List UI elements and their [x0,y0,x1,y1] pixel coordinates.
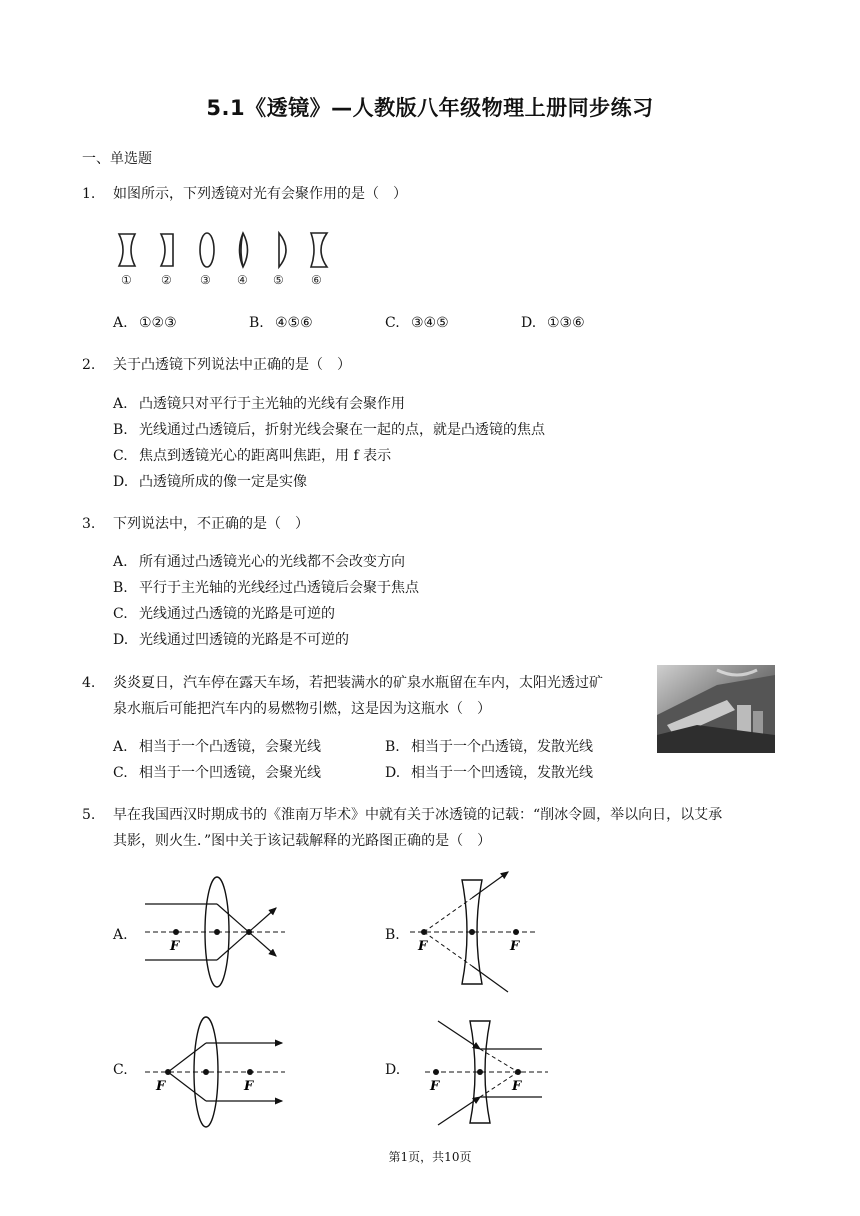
ray-diagram-b [410,870,540,995]
lens-label-2: ② [161,273,172,287]
lens-label-3: ③ [200,273,211,287]
question-3-number: 3. [82,516,96,532]
svg-text:F: F [510,939,520,954]
q4-option-a[interactable]: A. 相当于一个凸透镜，会聚光线 [113,739,321,755]
q1-option-b[interactable]: B. ④⑤⑥ [249,315,313,331]
question-4-text-line1: 炎炎夏日，汽车停在露天车场，若把装满水的矿泉水瓶留在车内，太阳光透过矿 [113,675,603,691]
q2-option-d[interactable]: D. 凸透镜所成的像一定是实像 [113,474,307,490]
ray-diagram-d [420,1015,550,1135]
q5-option-c[interactable]: C. [113,1062,128,1078]
q5-option-b[interactable]: B. [385,927,400,943]
focus-label: F [170,939,180,954]
question-1-text: 如图所示，下列透镜对光有会聚作用的是（ ） [113,186,407,202]
q3-option-d[interactable]: D. 光线通过凹透镜的光路是不可逆的 [113,632,349,648]
question-5-number: 5. [82,807,96,823]
lens-label-5: ⑤ [273,273,284,287]
ray-diagram-c [140,1015,290,1135]
question-1-number: 1. [82,186,96,202]
q2-option-c[interactable]: C. 焦点到透镜光心的距离叫焦距，用 f 表示 [113,448,392,464]
water-bottle-car-photo [657,665,775,753]
svg-text:F: F [512,1079,522,1094]
svg-text:F: F [244,1079,254,1094]
lens-label-6: ⑥ [311,273,322,287]
question-5-text-line1: 早在我国西汉时期成书的《淮南万毕术》中就有关于冰透镜的记载：“削冰令圆，举以向日，以艾承 [113,807,723,823]
lens-label-4: ④ [237,273,248,287]
q2-option-a[interactable]: A. 凸透镜只对平行于主光轴的光线有会聚作用 [113,396,405,412]
q3-option-b[interactable]: B. 平行于主光轴的光线经过凸透镜后会聚于焦点 [113,580,419,596]
page-footer: 第1页，共10页 [388,1150,472,1164]
q4-option-b[interactable]: B. 相当于一个凸透镜，发散光线 [385,739,593,755]
q4-option-d[interactable]: D. 相当于一个凹透镜，发散光线 [385,765,593,781]
q3-option-a[interactable]: A. 所有通过凸透镜光心的光线都不会改变方向 [113,554,405,570]
q2-option-b[interactable]: B. 光线通过凸透镜后，折射光线会聚在一起的点，就是凸透镜的焦点 [113,422,545,438]
section-heading: 一、单选题 [82,151,152,167]
q4-option-c[interactable]: C. 相当于一个凹透镜，会聚光线 [113,765,321,781]
lens-shapes-figure [113,228,338,288]
question-5-text-line2: 其影，则火生．”图中关于该记载解释的光路图正确的是（ ） [113,833,492,849]
lens-label-1: ① [121,273,132,287]
question-2-number: 2. [82,357,96,373]
ray-diagram-a [140,870,290,990]
q3-option-c[interactable]: C. 光线通过凸透镜的光路是可逆的 [113,606,335,622]
q5-option-d[interactable]: D. [385,1062,401,1078]
svg-text:F: F [156,1079,166,1094]
page-title: 5.1《透镜》—人教版八年级物理上册同步练习 [206,96,654,120]
q1-option-d[interactable]: D. ①③⑥ [521,315,585,331]
svg-text:F: F [430,1079,440,1094]
question-3-text: 下列说法中，不正确的是（ ） [113,516,309,532]
q1-option-a[interactable]: A. ①②③ [113,315,177,331]
question-4-number: 4. [82,675,96,691]
q1-option-c[interactable]: C. ③④⑤ [385,315,449,331]
question-2-text: 关于凸透镜下列说法中正确的是（ ） [113,357,351,373]
svg-text:F: F [418,939,428,954]
question-4-text-line2: 泉水瓶后可能把汽车内的易燃物引燃，这是因为这瓶水（ ） [113,701,491,717]
q5-option-a[interactable]: A. [113,927,128,943]
